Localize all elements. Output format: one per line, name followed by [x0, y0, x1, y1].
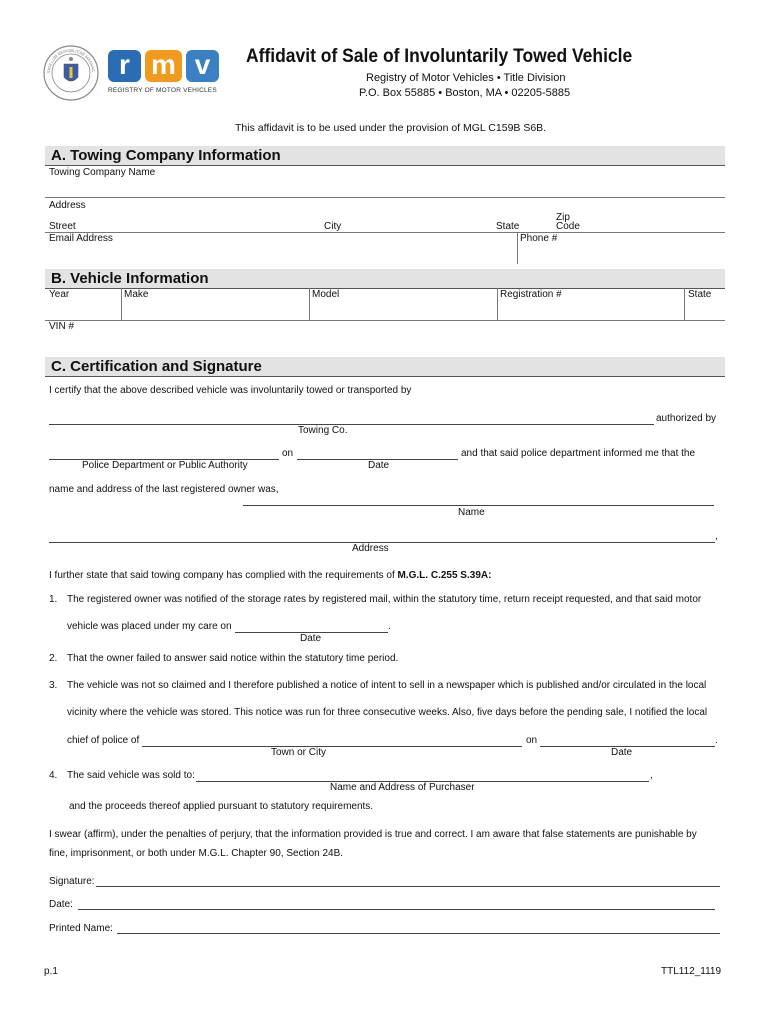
section-c-header	[45, 357, 725, 376]
row-line	[45, 232, 725, 233]
owner-name-line[interactable]	[243, 505, 714, 506]
model-label: Model	[312, 289, 340, 300]
column-divider	[121, 288, 122, 320]
town-line[interactable]	[142, 746, 522, 747]
towing-co-caption: Towing Co.	[298, 425, 348, 436]
vehicle-state-label: State	[688, 289, 712, 300]
usage-note: This affidavit is to be used under the provision of MGL C159B S6B.	[235, 122, 547, 134]
on-text: on	[282, 448, 294, 459]
city-label: City	[324, 221, 342, 232]
registration-field[interactable]	[499, 300, 683, 318]
chief-of-police-text: chief of police of	[67, 735, 140, 746]
logo-tile-m: m	[145, 50, 182, 82]
item-3-text: The vehicle was not so claimed and I therefore published a notice of intent to sell in a newspaper which is published and/or circulated in the local	[67, 680, 707, 691]
form-title: Affidavit of Sale of Involuntarily Towed Vehicle	[246, 46, 633, 67]
care-date-period: .	[388, 621, 391, 632]
notice-date-period: .	[715, 735, 718, 746]
model-field[interactable]	[311, 300, 496, 318]
section-b-title: B. Vehicle Information	[51, 270, 209, 287]
care-date-caption: Date	[300, 633, 322, 644]
email-field[interactable]	[45, 244, 515, 262]
section-c-rule	[45, 376, 725, 377]
towing-company-name-field[interactable]	[45, 178, 725, 196]
section-a-title: A. Towing Company Information	[51, 147, 281, 164]
town-caption: Town or City	[271, 747, 327, 758]
address-field[interactable]	[45, 211, 725, 233]
section-a-rule	[45, 165, 725, 166]
authorized-by-text: authorized by	[656, 413, 717, 424]
towing-co-line[interactable]	[49, 424, 654, 425]
printed-name-label: Printed Name:	[49, 923, 113, 934]
item-2-number: 2.	[49, 653, 58, 664]
proceeds-text: and the proceeds thereof applied pursuant to statutory requirements.	[69, 801, 374, 812]
item-1-number: 1.	[49, 594, 58, 605]
item-1-text: The registered owner was notified of the storage rates by registered mail, within the statutory time, return receipt requested, and that said motor	[67, 594, 702, 605]
section-a-header	[45, 146, 725, 165]
police-tail-text: and that said police department informed me that the	[461, 448, 696, 459]
vehicle-state-field[interactable]	[686, 300, 724, 318]
column-divider	[309, 288, 310, 320]
towing-company-name-label: Towing Company Name	[49, 167, 156, 178]
signature-date-label: Date:	[49, 899, 73, 910]
logo-tile-r: r	[108, 50, 141, 82]
item-4-number: 4.	[49, 770, 58, 781]
owner-address-caption: Address	[352, 543, 389, 554]
owner-text: name and address of the last registered owner was,	[49, 484, 279, 495]
email-label: Email Address	[49, 233, 113, 244]
signature-line[interactable]	[96, 886, 720, 887]
address-label: Address	[49, 200, 86, 211]
page-number: p.1	[44, 966, 58, 977]
item-3-number: 3.	[49, 680, 58, 691]
certify-text: I certify that the above described vehicle was involuntarily towed or transported by	[49, 385, 412, 396]
address-line: P.O. Box 55885 • Boston, MA • 02205-5885	[359, 87, 571, 99]
zip-label-top: Zip	[556, 212, 570, 223]
signature-date-line[interactable]	[78, 909, 715, 910]
section-b-header	[45, 269, 725, 288]
vin-field[interactable]	[45, 332, 725, 348]
row-line	[45, 320, 725, 321]
logo-tile-v: v	[186, 50, 219, 82]
make-label: Make	[124, 289, 149, 300]
logo-caption: REGISTRY OF MOTOR VEHICLES	[108, 87, 217, 94]
police-date-caption: Date	[368, 460, 390, 471]
rmv-logo	[108, 50, 220, 98]
column-divider	[497, 288, 498, 320]
item-4-text: The said vehicle was sold to:	[67, 770, 195, 781]
state-seal	[42, 44, 100, 102]
signature-label: Signature:	[49, 876, 95, 887]
registration-label: Registration #	[500, 289, 562, 300]
year-label: Year	[49, 289, 70, 300]
section-c-title: C. Certification and Signature	[51, 358, 262, 375]
on-text-2: on	[526, 735, 538, 746]
purchaser-caption: Name and Address of Purchaser	[330, 782, 475, 793]
column-divider	[517, 232, 518, 264]
vin-label: VIN #	[49, 321, 75, 332]
swear-line-1: I swear (affirm), under the penalties of perjury, that the information provided is true and correct. I am aware that false statements are punishable by	[49, 829, 697, 840]
swear-line-2: fine, imprisonment, or both under M.G.L. Chapter 90, Section 24B.	[49, 848, 344, 859]
further-statement: I further state that said towing company has complied with the requirements of M.G.L. C.255 S.39A:	[49, 570, 492, 581]
item-2-text: That the owner failed to answer said notice within the statutory time period.	[67, 653, 399, 664]
column-divider	[684, 288, 685, 320]
row-line	[45, 197, 725, 198]
printed-name-line[interactable]	[117, 933, 720, 934]
year-field[interactable]	[45, 300, 120, 318]
phone-field[interactable]	[519, 244, 724, 262]
notice-date-caption: Date	[611, 747, 633, 758]
police-dept-caption: Police Department or Public Authority	[82, 460, 248, 471]
state-label: State	[496, 221, 520, 232]
street-label: Street	[49, 221, 76, 232]
item-3-continuation: vicinity where the vehicle was stored. This notice was run for three consecutive weeks. Also, five days before the pending sale, I notified the local	[67, 707, 708, 718]
division-line: Registry of Motor Vehicles • Title Division	[366, 72, 566, 84]
owner-name-caption: Name	[458, 507, 485, 518]
form-number: TTL112_1119	[661, 966, 722, 977]
make-field[interactable]	[123, 300, 308, 318]
phone-label: Phone #	[520, 233, 558, 244]
owner-address-comma: ,	[715, 531, 718, 542]
seal-text: SIGILLUM REIPUBLICAE MASSAC	[45, 47, 96, 74]
purchaser-comma: ,	[650, 770, 653, 781]
zip-label-bottom: Code	[556, 221, 580, 232]
item-1-continuation: vehicle was placed under my care on	[67, 621, 232, 632]
